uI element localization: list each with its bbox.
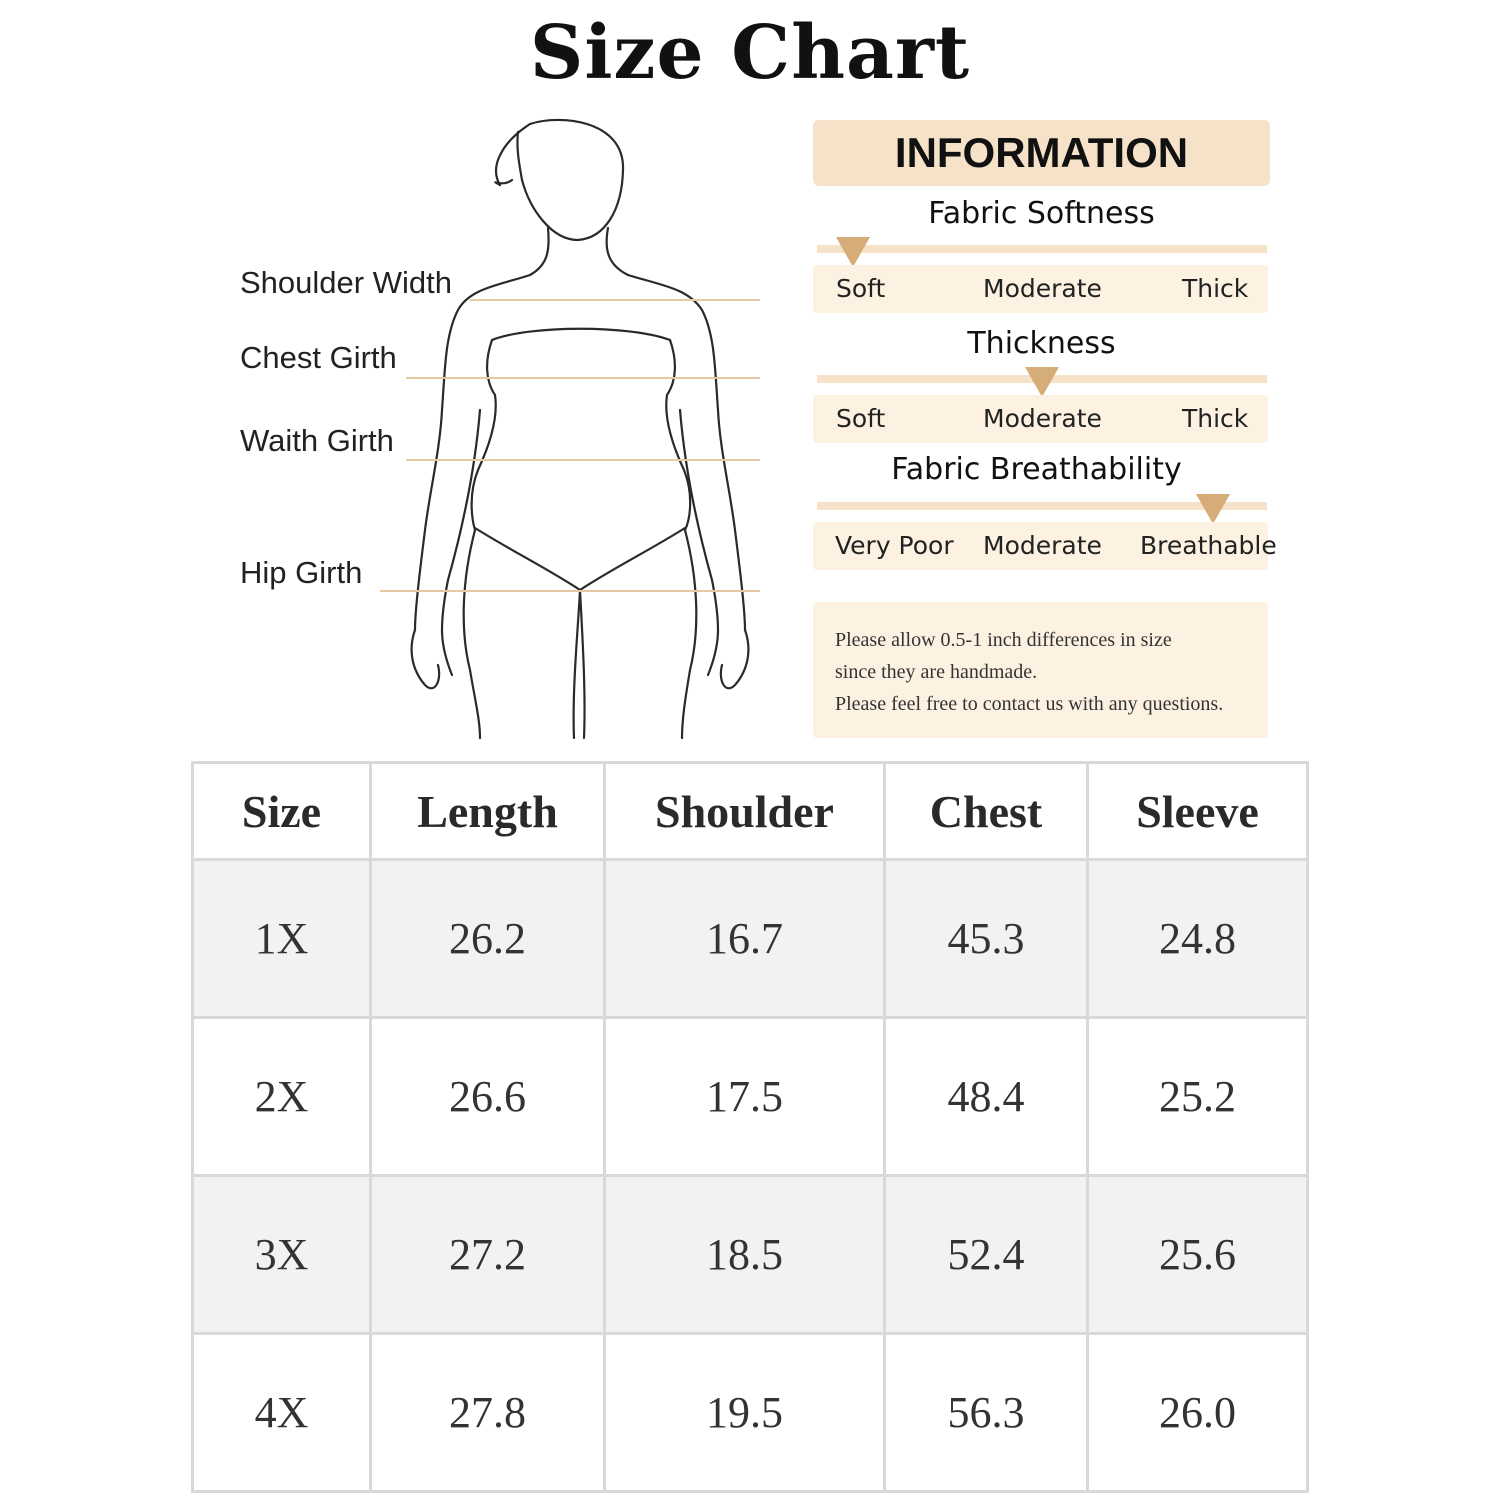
handmade-note <box>813 602 1268 738</box>
scale-options-breathability <box>813 522 1277 570</box>
scale-pointer-breathability <box>1196 494 1230 524</box>
table-cell: 24.8 <box>1088 860 1308 1018</box>
scale-option: Moderate <box>983 274 1102 303</box>
table-row <box>193 1018 1308 1176</box>
table-cell: 4X <box>193 1334 371 1492</box>
table-row <box>193 1334 1308 1492</box>
scale-track-breathability <box>817 502 1267 510</box>
column-header-size: Size <box>193 763 371 860</box>
table-cell: 25.6 <box>1088 1176 1308 1334</box>
scale-title-thickness: Thickness <box>967 326 1116 361</box>
table-cell: 17.5 <box>605 1018 885 1176</box>
information-header: INFORMATION <box>813 120 1270 186</box>
table-cell: 26.2 <box>371 860 605 1018</box>
scale-option: Thick <box>1182 274 1249 303</box>
scale-title-softness: Fabric Softness <box>928 196 1155 231</box>
table-cell: 19.5 <box>605 1334 885 1492</box>
scale-track-thickness <box>817 375 1267 383</box>
note-line: since they are handmade. <box>835 661 1038 683</box>
label-hip-girth: Hip Girth <box>240 555 363 590</box>
label-chest-girth: Chest Girth <box>240 340 397 375</box>
table-header-row <box>193 763 1308 860</box>
table-cell: 27.2 <box>371 1176 605 1334</box>
table-row <box>193 1176 1308 1334</box>
scale-option: Thick <box>1182 404 1249 433</box>
table-cell: 18.5 <box>605 1176 885 1334</box>
table-cell: 27.8 <box>371 1334 605 1492</box>
table-cell: 3X <box>193 1176 371 1334</box>
scale-option: Breathable <box>1140 531 1277 560</box>
column-header-length: Length <box>371 763 605 860</box>
column-header-sleeve: Sleeve <box>1088 763 1308 860</box>
scale-options-softness <box>813 265 1268 313</box>
table-cell: 2X <box>193 1018 371 1176</box>
table-cell: 25.2 <box>1088 1018 1308 1176</box>
scale-pointer-softness <box>836 237 870 267</box>
table-cell: 16.7 <box>605 860 885 1018</box>
scale-pointer-thickness <box>1025 367 1059 397</box>
scale-option: Soft <box>836 274 886 303</box>
scale-option: Very Poor <box>835 531 954 560</box>
scale-option: Soft <box>836 404 886 433</box>
scale-title-breathability: Fabric Breathability <box>891 452 1182 487</box>
note-line: Please allow 0.5-1 inch differences in size <box>835 629 1172 651</box>
table-cell: 26.0 <box>1088 1334 1308 1492</box>
scale-option: Moderate <box>983 404 1102 433</box>
column-header-chest: Chest <box>885 763 1088 860</box>
page-title: Size Chart <box>529 10 971 96</box>
table-cell: 48.4 <box>885 1018 1088 1176</box>
label-shoulder-width: Shoulder Width <box>240 265 452 300</box>
scale-track-softness <box>817 245 1267 253</box>
label-waist-girth: Waith Girth <box>240 423 394 458</box>
table-row <box>193 860 1308 1018</box>
column-header-shoulder: Shoulder <box>605 763 885 860</box>
scale-options-thickness <box>813 395 1268 443</box>
table-cell: 52.4 <box>885 1176 1088 1334</box>
scale-option: Moderate <box>983 531 1102 560</box>
note-line: Please feel free to contact us with any questions. <box>835 693 1224 715</box>
table-cell: 45.3 <box>885 860 1088 1018</box>
table-cell: 26.6 <box>371 1018 605 1176</box>
table-cell: 56.3 <box>885 1334 1088 1492</box>
table-cell: 1X <box>193 860 371 1018</box>
size-table <box>191 761 1309 1493</box>
